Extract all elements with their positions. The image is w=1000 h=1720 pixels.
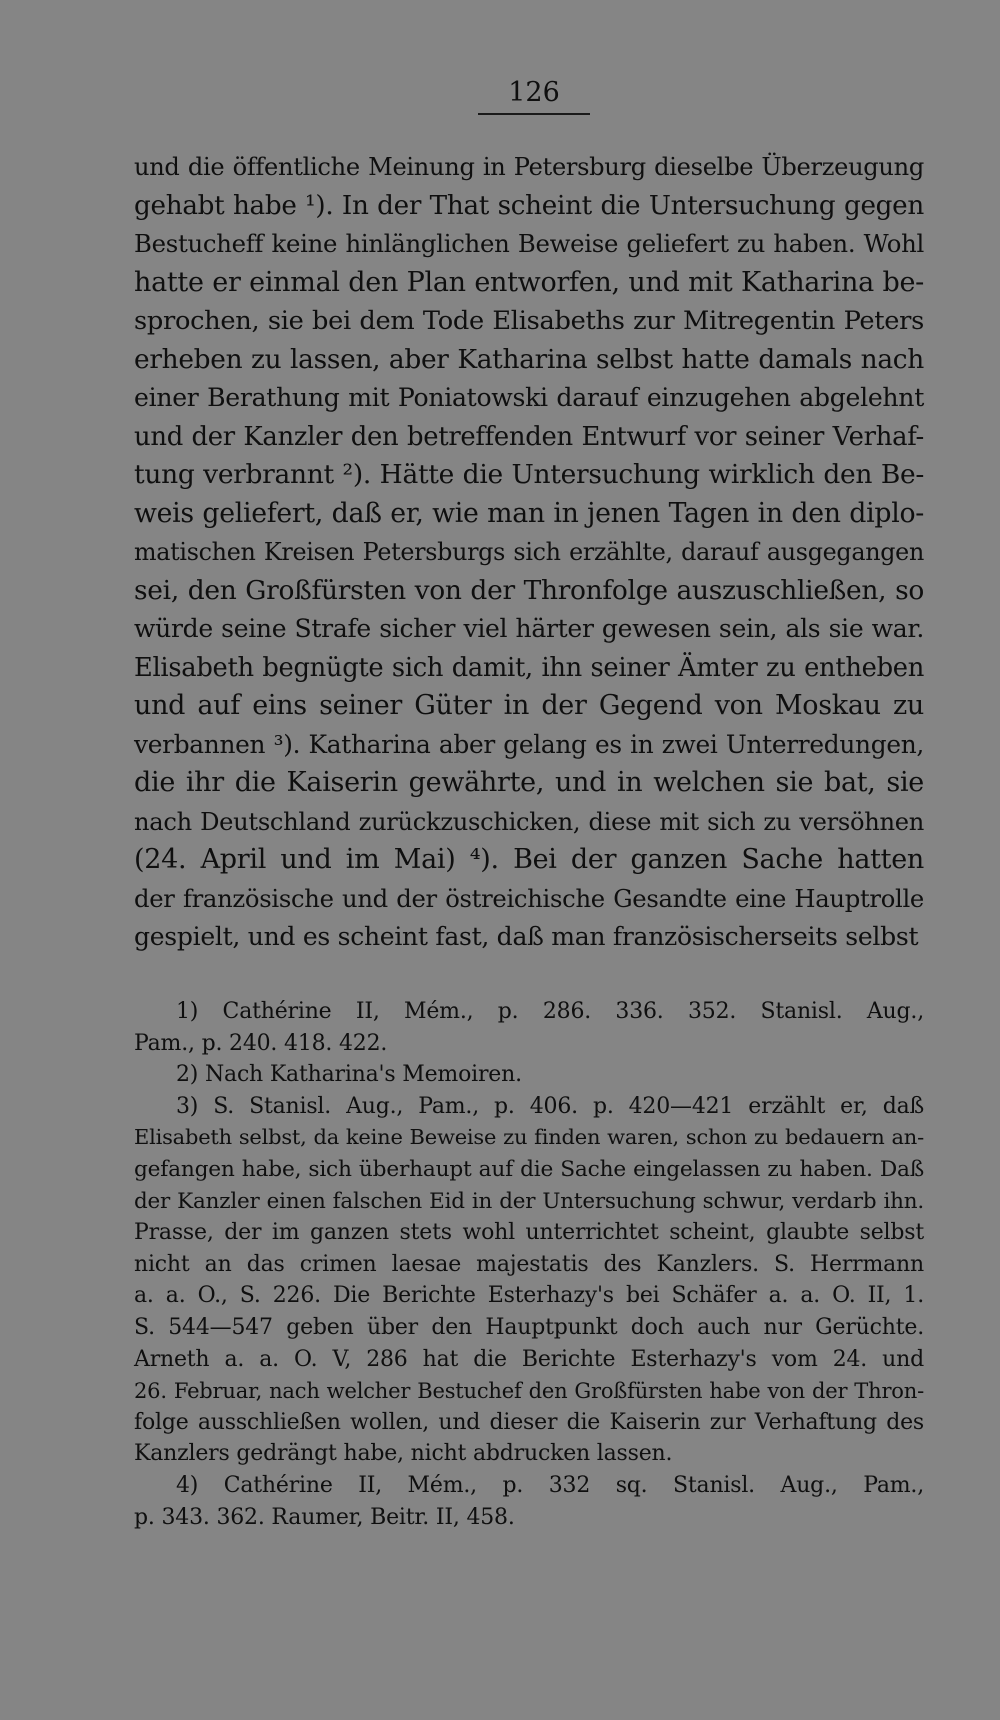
body-line: würde seine Strafe sicher viel härter gewesen sein, als sie war.: [134, 614, 924, 643]
footnote-line: p. 343. 362. Raumer, Beitr. II, 458.: [134, 1504, 515, 1530]
body-line: weis geliefert, daß er, wie man in jenen Tagen in den diplo-: [134, 497, 924, 529]
footnote-line: 4) Cathérine II, Mém., p. 332 sq. Stanisl. Aug., Pam.,: [176, 1472, 924, 1498]
body-line: sei, den Großfürsten von der Thronfolge auszuschließen, so: [134, 574, 924, 606]
body-line: gehabt habe ¹). In der That scheint die Untersuchung gegen: [134, 190, 924, 221]
footnote-line: 1) Cathérine II, Mém., p. 286. 336. 352. Stanisl. Aug.,: [176, 999, 924, 1024]
footnote-line: Prasse, der im ganzen stets wohl unterrichtet scheint, glaubte selbst: [134, 1220, 924, 1246]
body-line: und die öffentliche Meinung in Petersburg dieselbe Überzeugung: [134, 153, 924, 181]
body-line: und auf eins seiner Güter in der Gegend von Moskau zu: [134, 690, 924, 721]
footnote-line: S. 544—547 geben über den Hauptpunkt doch auch nur Gerüchte.: [134, 1314, 924, 1340]
body-line: tung verbrannt ²). Hätte die Untersuchung wirklich den Be-: [134, 459, 924, 490]
footnote-line: Kanzlers gedrängt habe, nicht abdrucken lassen.: [134, 1441, 673, 1467]
footnote-line: 26. Februar, nach welcher Bestuchef den Großfürsten habe von der Thron-: [134, 1378, 924, 1404]
footnote-line: nicht an das crimen laesae majestatis des Kanzlers. S. Herrmann: [134, 1251, 924, 1277]
body-line: der französische und der östreichische Gesandte eine Hauptrolle: [134, 883, 924, 913]
body-text: [134, 148, 924, 957]
footnotes: [134, 996, 924, 1533]
body-line: und der Kanzler den betreffenden Entwurf vor seiner Verhaf-: [134, 421, 924, 452]
footnote-line: a. a. O., S. 226. Die Berichte Esterhazy's bei Schäfer a. a. O. II, 1.: [134, 1283, 924, 1309]
page-number: 126: [508, 77, 560, 108]
body-line: erheben zu lassen, aber Katharina selbst hatte damals nach: [134, 343, 924, 375]
body-line: nach Deutschland zurückzuschicken, diese mit sich zu versöhnen: [134, 807, 924, 836]
footnote-line: 3) S. Stanisl. Aug., Pam., p. 406. p. 420—421 erzählt er, daß: [176, 1093, 924, 1119]
footnote-line: der Kanzler einen falschen Eid in der Untersuchung schwur, verdarb ihn.: [134, 1188, 924, 1214]
footnote-line: gefangen habe, sich überhaupt auf die Sache eingelassen zu haben. Daß: [134, 1156, 924, 1182]
body-line: Elisabeth begnügte sich damit, ihn seiner Ämter zu entheben: [134, 652, 924, 683]
footnote-line: Arneth a. a. O. V, 286 hat die Berichte Esterhazy's vom 24. und: [134, 1346, 924, 1372]
body-line: verbannen ³). Katharina aber gelang es in zwei Unterredungen,: [134, 729, 924, 759]
page-number-rule: [478, 113, 590, 115]
body-line: hatte er einmal den Plan entworfen, und mit Katharina be-: [134, 266, 924, 298]
footnote-line: folge ausschließen wollen, und dieser die Kaiserin zur Verhaftung des: [134, 1409, 924, 1435]
body-line: Bestucheff keine hinlänglichen Beweise geliefert zu haben. Wohl: [134, 229, 924, 258]
footnote-line: 2) Nach Katharina's Memoiren.: [176, 1062, 522, 1088]
body-line: gespielt, und es scheint fast, daß man französischerseits selbst: [134, 922, 919, 951]
footnote-line: Elisabeth selbst, da keine Beweise zu finden waren, schon zu bedauern an-: [134, 1125, 924, 1150]
footnote-line: Pam., p. 240. 418. 422.: [134, 1030, 388, 1056]
body-line: matischen Kreisen Petersburgs sich erzählte, darauf ausgegangen: [134, 538, 924, 566]
body-line: sprochen, sie bei dem Tode Elisabeths zur Mitregentin Peters: [134, 306, 924, 336]
body-line: (24. April und im Mai) ⁴). Bei der ganzen Sache hatten: [134, 844, 924, 875]
body-line: einer Berathung mit Poniatowski darauf einzugehen abgelehnt: [134, 383, 924, 412]
body-line: die ihr die Kaiserin gewährte, und in welchen sie bat, sie: [134, 767, 924, 798]
